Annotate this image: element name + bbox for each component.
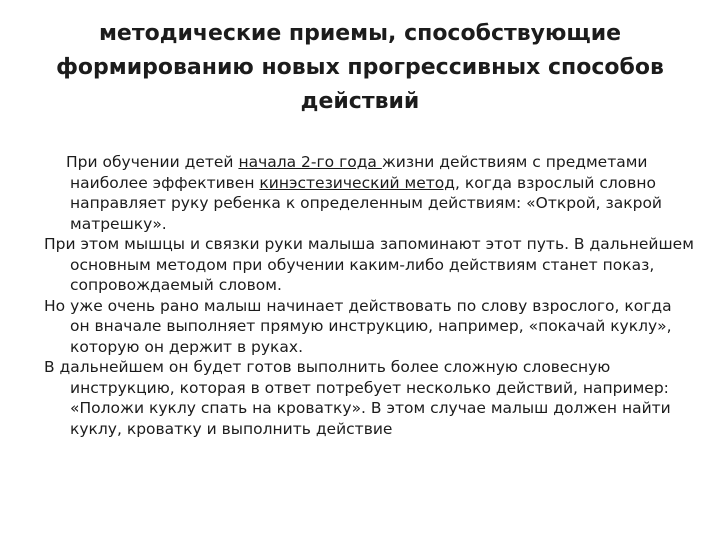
slide-body [44, 152, 694, 439]
title-line-1: методические приемы, способствующие [98, 21, 622, 46]
paragraph-1-underlined-age: начала 2-го года [238, 153, 382, 171]
paragraph-1-text-a: При обучении детей [66, 153, 239, 171]
paragraph-1-text-c: жизни действиям с предметами наиболее эффективен [70, 153, 648, 192]
paragraph-2: При этом мышцы и связки руки малыша запоминают этот путь. В дальнейшем основным методом при обучении каким-либо действиям станет показ, сопровождаемый словом. [44, 235, 694, 294]
slide-title [40, 17, 680, 119]
paragraph-1-underlined-method: кинэстезический метод [259, 173, 455, 192]
title-line-3: действий [300, 89, 420, 114]
paragraph-4: В дальнейшем он будет готов выполнить более сложную словесную инструкцию, которая в ответ потребует несколько действий, например: «Положи куклу спать на кроватку». В этом случае малыш должен найти куклу, кроватку и выполнить действие [44, 358, 671, 438]
paragraph-1 [44, 152, 694, 234]
paragraph-3: Но уже очень рано малыш начинает действовать по слову взрослого, когда он вначале выполняет прямую инструкцию, например, «покачай куклу», которую он держит в руках. [44, 296, 672, 356]
title-line-2: формированию новых прогрессивных способов [56, 55, 664, 80]
paragraph-1-text-e: , когда взрослый словно направляет руку ребенка к определенным действиям: «Открой, закрой матрешку». [70, 173, 663, 233]
